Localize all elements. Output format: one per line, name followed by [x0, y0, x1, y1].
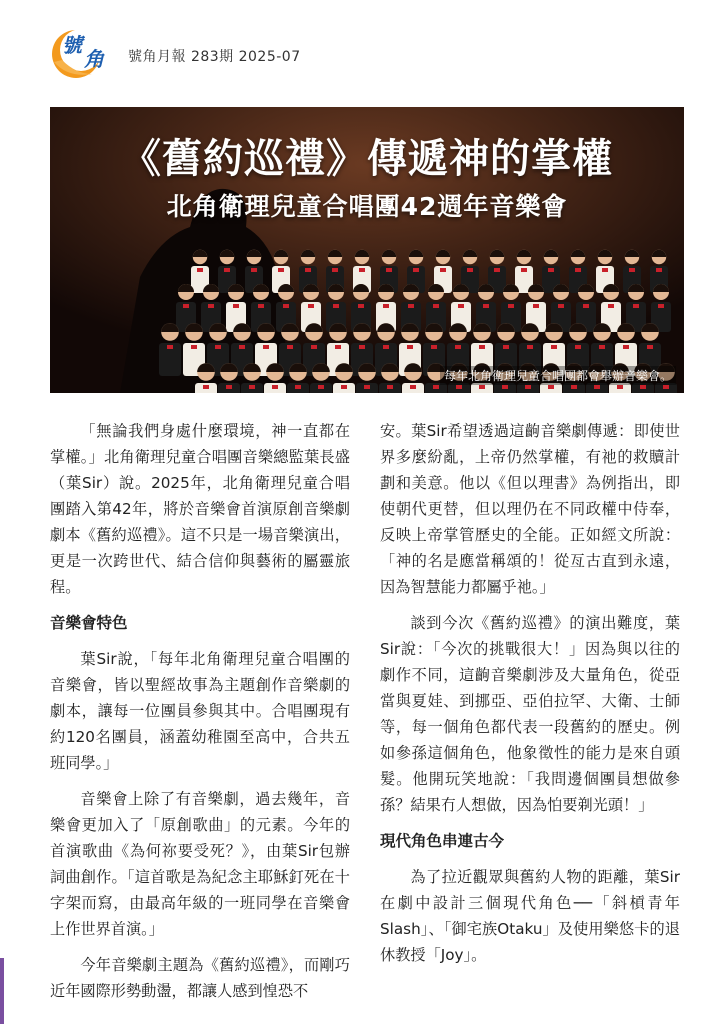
paragraph: 為了拉近觀眾與舊約人物的距離，葉Sir在劇中設計三個現代角色──「斜槓青年Slash」、「御宅族Otaku」及使用樂悠卡的退休教授「Joy」。	[380, 868, 680, 964]
paragraph: 葉Sir說，「每年北角衛理兒童合唱團的音樂會，皆以聖經故事為主題創作音樂劇的劇本，讓每一位團員參與其中。合唱團現有約120名團員，涵蓋幼稚園至高中，合共五班同學。」	[50, 650, 350, 772]
page-header	[48, 22, 688, 82]
photo-caption: 每年北角衛理兒童合唱團都會舉辦音樂會。	[440, 366, 676, 385]
paragraph: 談到今次《舊約巡禮》的演出難度，葉Sir說：「今次的挑戰很大！」因為與以往的劇作不同，這齣音樂劇涉及大量角色，從亞當與夏娃、到挪亞、亞伯拉罕、大衛、士師等，每一個角色都代表一段舊約的歷史。例如參孫這個角色，他象徵性的能力是來自頭髮。他開玩笑地說：「我問邊個團員想做參孫？結果冇人想做，因為怕要剃光頭！」	[380, 614, 680, 814]
section-heading: 現代角色串連古今	[380, 832, 505, 850]
left-column	[50, 418, 350, 1014]
paragraph: 音樂會上除了有音樂劇，過去幾年，音樂會更加入了「原創歌曲」的元素。今年的首演歌曲《為何祢要受死？》，由葉Sir包辦詞曲創作。「這首歌是為紀念主耶穌釘死在十字架而寫，由最高年級的一班同學在音樂會上作世界首演。」	[50, 790, 350, 938]
svg-text:角: 角	[84, 47, 104, 71]
issue-info: 號角月報 283期 2025-07	[128, 49, 301, 65]
page-edge-bar	[0, 958, 4, 1024]
paragraph: 安。葉Sir希望透過這齣音樂劇傳遞：即使世界多麼紛亂，上帝仍然掌權，有祂的救贖計劃和美意。他以《但以理書》為例指出，即使朝代更替，但以理仍在不同政權中侍奉，反映上帝掌管歷史的全能。正如經文所說：「神的名是應當稱頌的！從亙古直到永遠，因為智慧能力都屬乎祂。」	[380, 422, 680, 596]
hero-subtitle: 北角衛理兒童合唱團42週年音樂會	[166, 192, 568, 221]
magazine-logo	[48, 22, 114, 82]
paragraph: 「無論我們身處什麼環境，神一直都在掌權。」北角衛理兒童合唱團音樂總監葉長盛（葉Sir）說。2025年，北角衛理兒童合唱團踏入第42年，將於音樂會首演原創音樂劇劇本《舊約巡禮》。這不只是一場音樂演出，更是一次跨世代、結合信仰與藝術的屬靈旅程。	[50, 422, 350, 596]
paragraph: 今年音樂劇主題為《舊約巡禮》，而剛巧近年國際形勢動盪，都讓人感到惶恐不	[50, 956, 350, 1000]
svg-text:號: 號	[62, 33, 82, 57]
right-column	[380, 418, 680, 978]
hero-banner	[50, 107, 684, 393]
hero-title: 《舊約巡禮》傳遞神的掌權	[121, 136, 613, 182]
section-heading: 音樂會特色	[50, 614, 128, 632]
